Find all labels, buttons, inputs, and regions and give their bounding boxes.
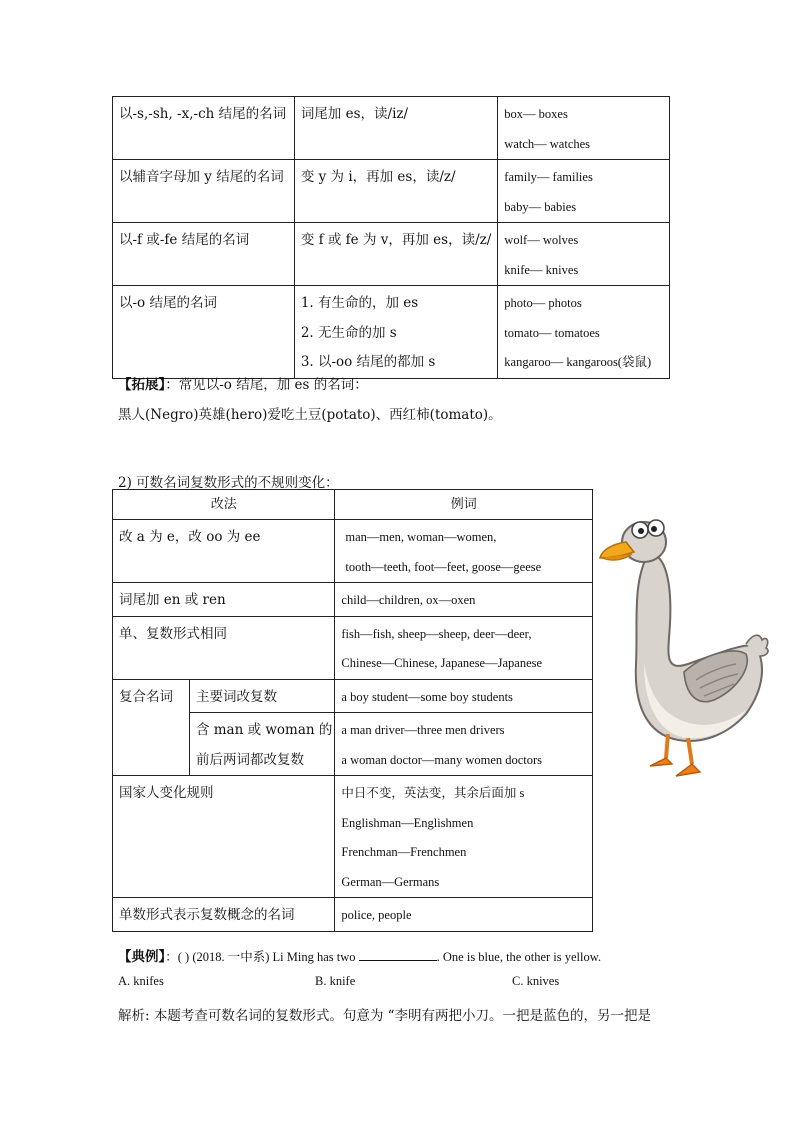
rule-text: 国家人变化规则 <box>119 785 214 801</box>
example-text: a woman doctor—many women doctors <box>341 752 543 767</box>
section-heading: 2) 可数名词复数形式的不规则变化： <box>118 475 339 491</box>
example-text: 中日不变，英法变，其余后面加 s <box>341 786 525 800</box>
table-row <box>113 97 670 160</box>
example-text: Englishman—Englishmen <box>341 815 474 830</box>
example-text: German—Germans <box>341 874 440 889</box>
example-text: a man driver—three men drivers <box>341 723 505 737</box>
method-text: 1. 有生命的，加 es <box>300 295 419 311</box>
method-text: 2. 无生命的加 s <box>300 324 397 341</box>
rule-text: 以辅音字母加 y 结尾的名词 <box>119 169 284 185</box>
expand-label: 【拓展】 <box>118 377 166 393</box>
expand-text: ：常见以-o 结尾，加 es 的名词： <box>165 377 368 393</box>
table-row <box>113 520 593 583</box>
table-row <box>113 223 670 286</box>
example-label: 【典例】 <box>118 949 166 965</box>
option-a[interactable]: A. knifes <box>118 974 164 988</box>
example-text: police, people <box>341 908 412 922</box>
group-label: 复合名词 <box>119 688 173 705</box>
example-text: Chinese—Chinese, Japanese—Japanese <box>341 656 543 670</box>
rule-text: 以-f 或-fe 结尾的名词 <box>119 232 250 248</box>
example-question <box>118 945 601 965</box>
example-text: watch— watches <box>504 136 591 151</box>
rule-text: 前后两词都改复数 <box>195 751 304 768</box>
plural-rules-table <box>112 96 670 379</box>
rule-text: 以-s,-sh, -x,-ch 结尾的名词 <box>119 106 287 122</box>
irregular-plural-table <box>112 489 593 932</box>
rule-text: 含 man 或 woman 的 <box>195 722 333 738</box>
example-text: child—children, ox—oxen <box>341 593 476 607</box>
table-row <box>113 616 593 679</box>
rule-text: 主要词改复数 <box>195 688 277 705</box>
table-row <box>113 160 670 223</box>
column-header: 改法 <box>113 490 335 520</box>
example-text: wolf— wolves <box>504 233 579 247</box>
method-text: 词尾加 es，读/iz/ <box>300 106 409 122</box>
expand-note <box>118 373 368 393</box>
question-stem-end: . One is blue, the other is yellow. <box>436 950 602 964</box>
example-text: Frenchman—Frenchmen <box>341 845 467 859</box>
example-text: man—men, woman—women, <box>345 530 497 544</box>
example-text: kangaroo— kangaroos(袋鼠) <box>504 355 652 369</box>
table-row <box>113 679 593 713</box>
example-text: tooth—teeth, foot—feet, goose—geese <box>345 559 542 574</box>
answer-blank[interactable] <box>359 948 437 961</box>
question-stem: ：( ) (2018. 一中系) Li Ming has two <box>165 950 359 964</box>
rule-text: 以-o 结尾的名词 <box>119 295 217 311</box>
example-text: baby— babies <box>504 199 577 214</box>
rule-text: 改 a 为 e，改 oo 为 ee <box>119 529 261 545</box>
table-row <box>113 583 593 617</box>
goose-illustration-icon <box>596 514 772 784</box>
method-text: 变 f 或 fe 为 v，再加 es，读/z/ <box>300 232 492 248</box>
method-text: 3. 以-oo 结尾的都加 s <box>300 354 436 370</box>
table-row <box>113 776 593 898</box>
example-text: tomato— tomatoes <box>504 325 600 340</box>
example-text: fish—fish, sheep—sheep, deer—deer, <box>341 626 532 641</box>
example-text: box— boxes <box>504 107 568 121</box>
option-c[interactable]: C. knives <box>512 974 560 988</box>
column-header: 例词 <box>335 490 593 520</box>
table-row <box>113 898 593 932</box>
example-text: knife— knives <box>504 262 579 277</box>
expand-line2: 黑人(Negro)英雄(hero)爱吃土豆(potato)、西红柿(tomato)。 <box>118 407 502 423</box>
example-text: family— families <box>504 170 593 184</box>
analysis-text: 解析: 本题考查可数名词的复数形式。句意为 “李明有两把小刀。一把是蓝色的，另一把是 <box>118 1008 652 1024</box>
rule-text: 词尾加 en 或 ren <box>119 592 226 608</box>
option-b[interactable]: B. knife <box>315 974 356 988</box>
example-text: a boy student—some boy students <box>341 689 513 704</box>
rule-text: 单数形式表示复数概念的名词 <box>119 907 295 923</box>
example-text: photo— photos <box>504 296 582 310</box>
table-row <box>113 286 670 379</box>
rule-text: 单、复数形式相同 <box>119 625 227 642</box>
table-header-row <box>113 490 593 520</box>
method-text: 变 y 为 i，再加 es，读/z/ <box>300 169 456 185</box>
